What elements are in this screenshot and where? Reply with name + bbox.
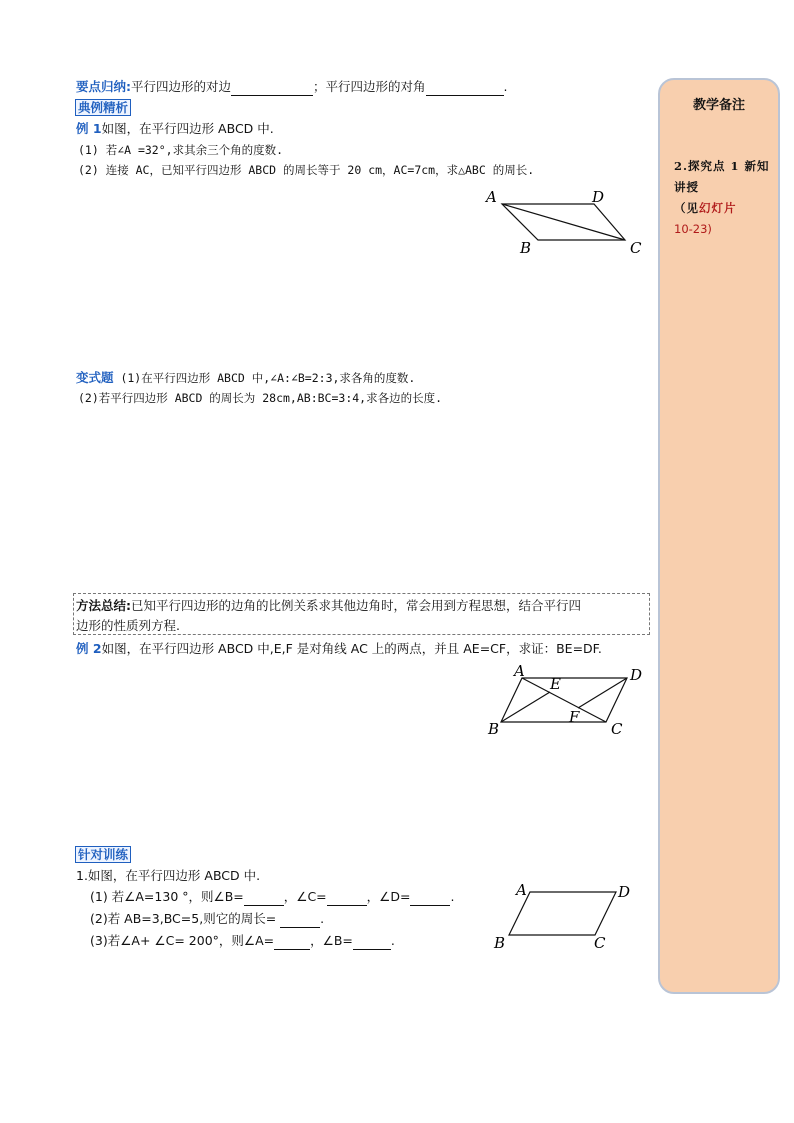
example1-title-text: 如图，在平行四边形 ABCD 中. [101,121,274,136]
answer-blank[interactable] [426,81,504,96]
key-points-text-2: 平行四边形的对角 [325,79,426,94]
example2-text [76,640,602,658]
vertex-label-d: D [592,188,605,206]
key-points [76,78,508,96]
section-examples [75,99,131,117]
section-training-label: 针对训练 [75,846,131,863]
example1-title [76,120,274,138]
vertex-label-c: C [594,934,606,952]
parallelogram-figure-1 [478,182,648,262]
training-q1-end: . [450,889,455,904]
vertex-label-c: C [630,239,642,257]
vertex-label-a: A [516,881,527,899]
training-question-3 [90,932,395,950]
vertex-label-d: D [630,666,643,684]
parallelogram-figure-3 [490,880,640,952]
variant-question-2: (2)若平行四边形 ABCD 的周长为 28cm,AB:BC=3:4,求各边的长度. [78,391,443,405]
section-examples-label: 典例精析 [75,99,131,116]
example2-text-body: 如图，在平行四边形 ABCD 中,E,F 是对角线 AC 上的两点，并且 AE=CF，求证：BE=DF. [101,641,602,656]
answer-blank[interactable] [244,891,284,906]
example2-label: 例 2 [76,641,102,656]
method-summary-text-1: 已知平行四边形的边角的比例关系求其他边角时，常会用到方程思想，结合平行四 [131,598,582,613]
variant-question-1 [76,369,415,387]
teaching-notes-body [674,156,770,240]
training-q1-text-a: (1) 若∠A=130 °，则∠B= [90,889,244,904]
training-q2-text: (2)若 AB=3,BC=5,则它的周长= [90,911,281,926]
example1-question-2: (2) 连接 AC，已知平行四边形 ABCD 的周长等于 20 cm，AC=7cm，求△ABC 的周长. [78,163,535,177]
training-q1-text-b: ，∠C= [283,889,327,904]
answer-blank[interactable] [353,935,391,950]
answer-blank[interactable] [274,935,310,950]
point-label-f: F [569,708,580,726]
training-question-2 [90,910,324,928]
method-summary-label: 方法总结: [76,598,131,613]
example1-label: 例 1 [76,121,102,136]
notes-line-2-prefix: （见 [674,201,699,215]
method-summary-line-2: 边形的性质列方程. [76,618,180,633]
notes-slide-range: 10-23) [674,222,712,236]
training-q3-text-b: ，∠B= [310,933,353,948]
vertex-label-a: A [514,662,525,680]
point-label-e: E [550,675,561,693]
training-question-1 [90,888,454,906]
teaching-notes-panel [658,78,780,994]
training-q3-text-a: (3)若∠A+ ∠C= 200°，则∠A= [90,933,275,948]
parallelogram-figure-2 [482,660,652,742]
vertex-label-a: A [486,188,497,206]
answer-blank[interactable] [410,891,450,906]
key-points-sep: ； [313,79,326,94]
key-points-label: 要点归纳: [76,79,131,94]
key-points-text-1: 平行四边形的对边 [131,79,232,94]
vertex-label-d: D [618,883,631,901]
section-training [75,846,131,864]
diagonal-ac [522,678,606,722]
teaching-notes-title: 教学备注 [692,98,745,113]
notes-line-2 [674,198,770,219]
training-title: 1.如图，在平行四边形 ABCD 中. [76,868,261,883]
method-summary-line-1 [76,597,581,615]
key-points-end: . [503,79,508,94]
variant-label: 变式题 [76,370,114,385]
answer-blank[interactable] [280,913,320,928]
vertex-label-b: B [520,239,532,257]
vertex-label-b: B [494,934,506,952]
notes-line-3 [674,219,770,240]
answer-blank[interactable] [327,891,367,906]
vertex-label-b: B [488,720,500,738]
notes-line-1: 2.探究点 1 新知讲授 [674,159,770,194]
vertex-label-c: C [611,720,623,738]
training-q3-end: . [390,933,395,948]
notes-slides-text: 幻灯片 [699,201,737,215]
variant-question-1-text: (1)在平行四边形 ABCD 中,∠A:∠B=2:3,求各角的度数. [113,371,416,385]
example1-question-1: (1) 若∠A =32°,求其余三个角的度数. [78,143,284,157]
training-q1-text-c: ，∠D= [366,889,411,904]
training-q2-end: . [320,911,325,926]
answer-blank[interactable] [231,81,313,96]
